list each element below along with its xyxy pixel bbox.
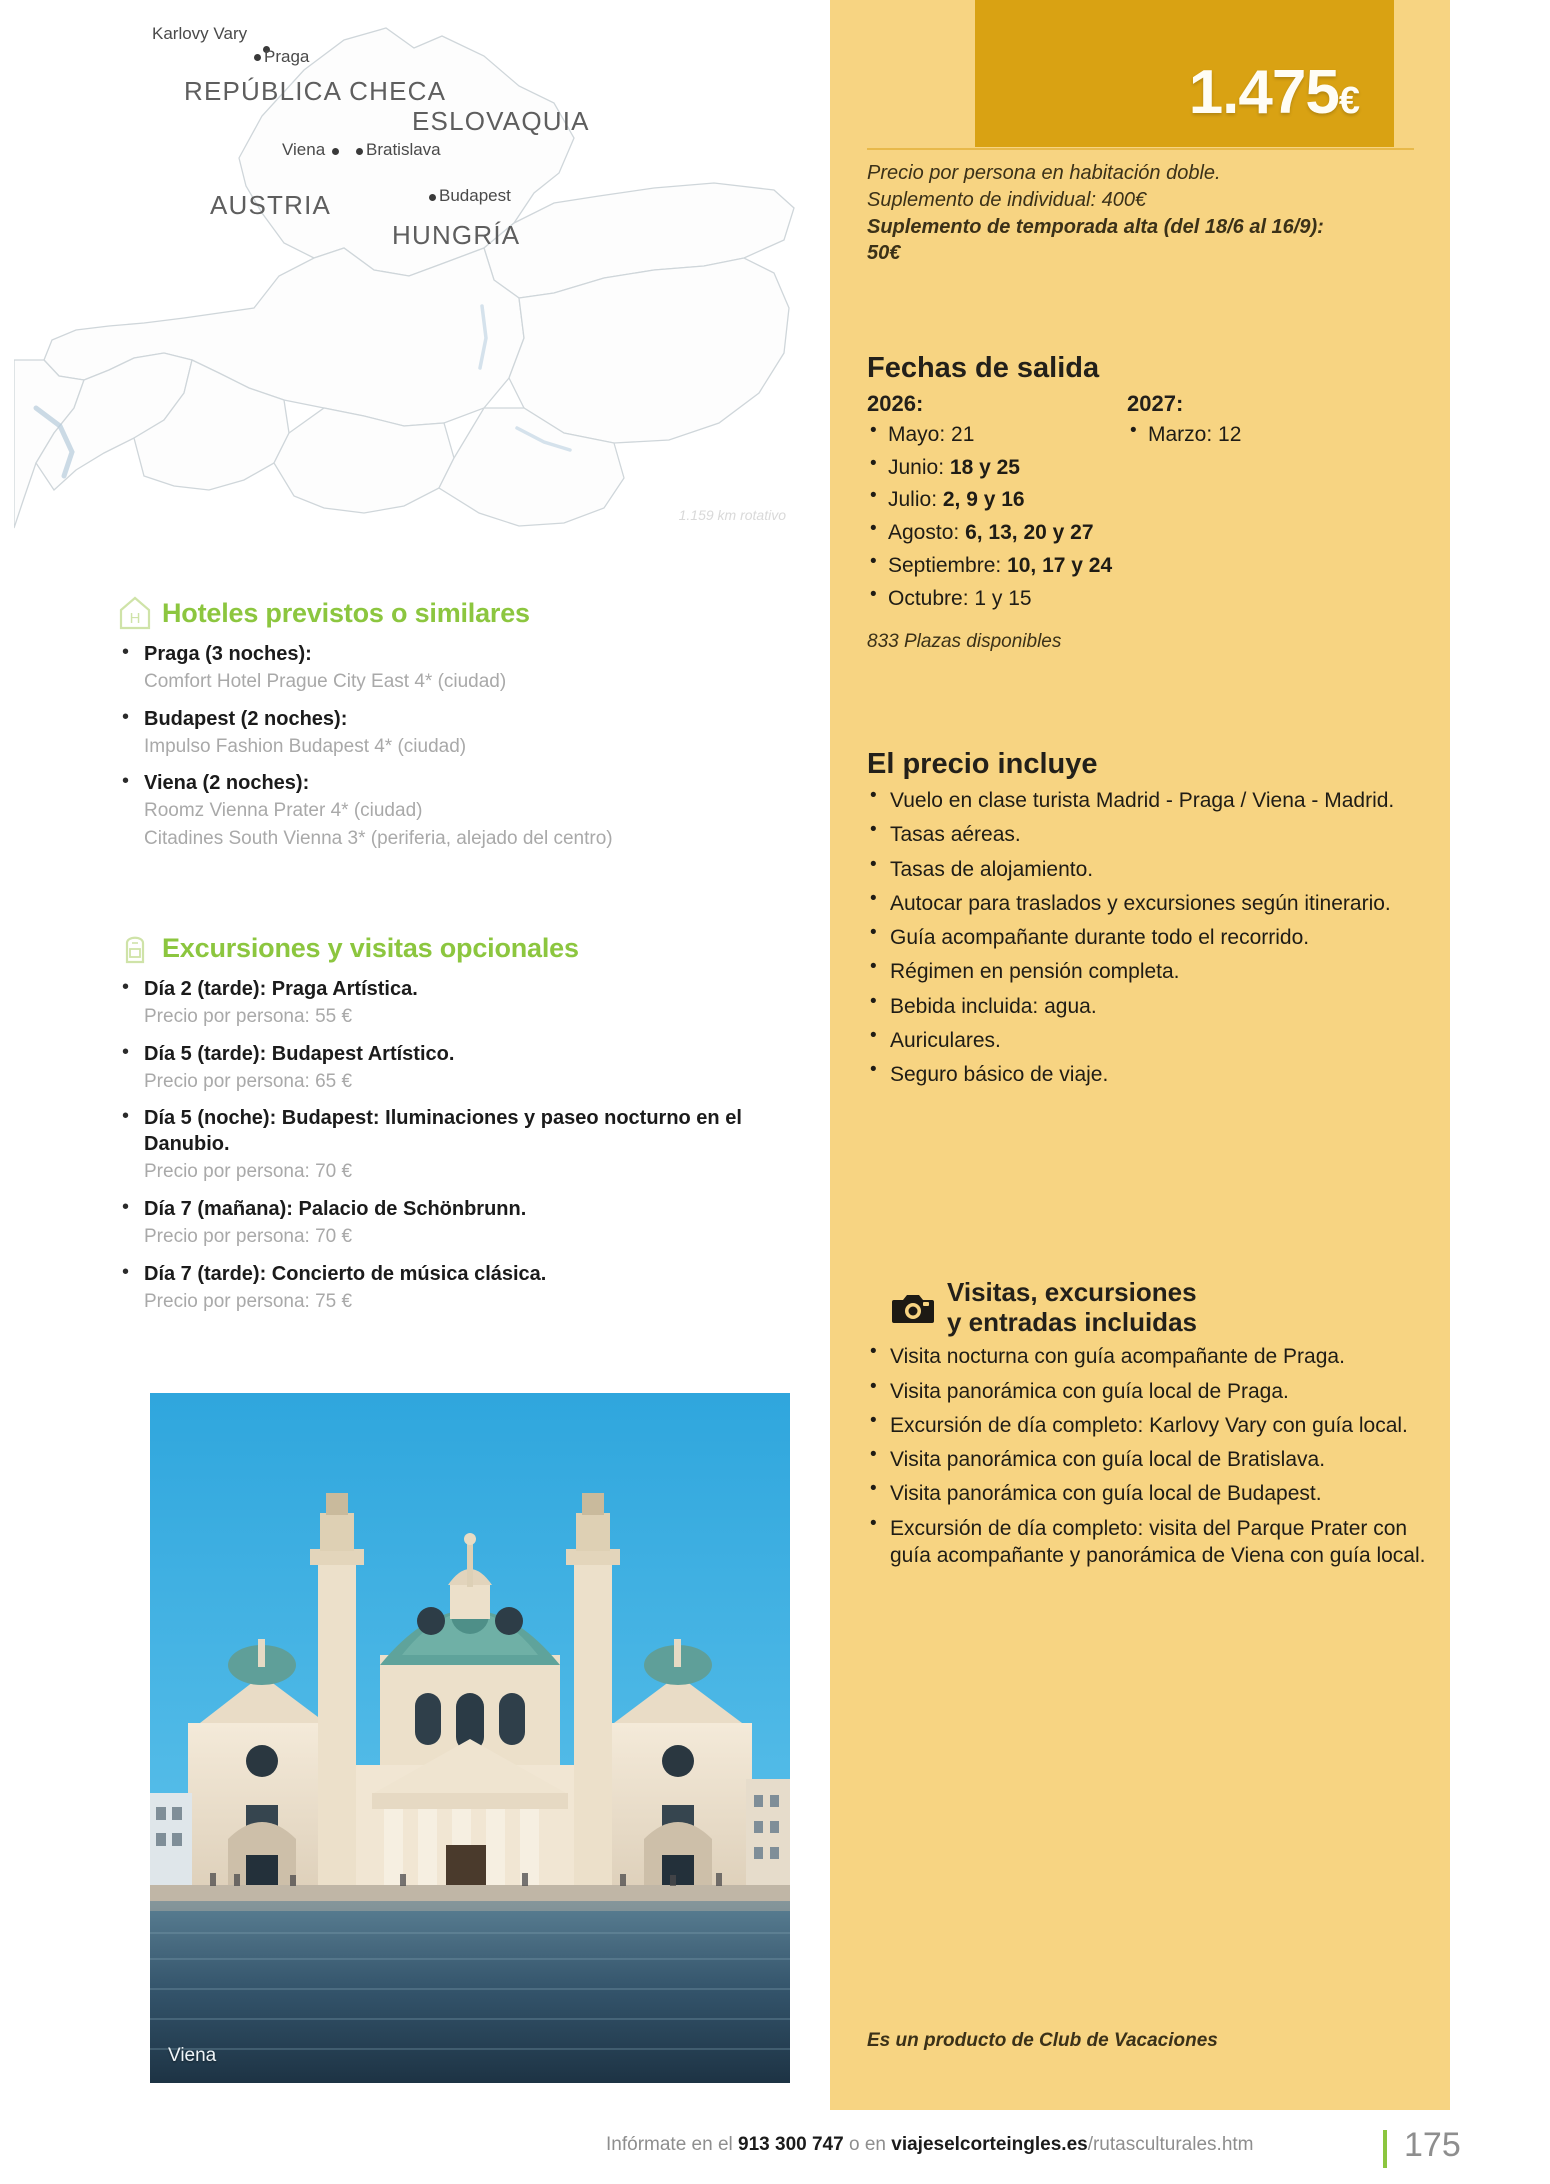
excursion-price: Precio por persona: 65 € (144, 1070, 353, 1092)
list-item (118, 1041, 798, 1095)
map-dot-bratislava (356, 148, 363, 155)
price-includes-section (867, 748, 1432, 1096)
departure-days: 10, 17 y 24 (1007, 553, 1113, 577)
departure-month: Agosto: (888, 521, 960, 545)
list-item: • Excursión de día completo: visita del Parque Prater con guía acompañante y panorámica de Viena con guía local. (867, 1515, 1432, 1570)
excursion-price: Precio por persona: 70 € (144, 1225, 353, 1247)
list-item: • Tasas aéreas. (867, 821, 1432, 848)
departure-month: Julio: (888, 488, 938, 512)
route-map (14, 8, 804, 533)
footer-contact (606, 2134, 1254, 2156)
list-item: • Auriculares. (867, 1027, 1432, 1054)
price-currency: € (1338, 80, 1359, 122)
hotel-city: • Praga (3 noches): (144, 643, 312, 665)
hotel-name: Impulso Fashion Budapest 4* (ciudad) (144, 735, 467, 757)
price-value: 1.475 (1188, 58, 1339, 127)
excursions-heading (118, 930, 798, 966)
departure-year: 2026: (867, 391, 924, 416)
footer-site[interactable]: viajeselcorteingles.es (891, 2134, 1088, 2155)
list-item (118, 770, 798, 851)
list-item (118, 1196, 798, 1250)
hotels-list (118, 641, 798, 852)
product-note: Es un producto de Club de Vacaciones (867, 2030, 1218, 2051)
price-divider (867, 148, 1414, 150)
price-note-1: Precio por persona en habitación doble. (867, 162, 1221, 184)
departure-month: Octubre: (888, 586, 969, 610)
list-item: • Guía acompañante durante todo el recorrido. (867, 924, 1432, 951)
list-item (867, 519, 1117, 547)
map-country-austria: AUSTRIA (210, 190, 332, 220)
list-item (118, 706, 798, 760)
map-country-slovakia: ESLOVAQUIA (412, 106, 590, 136)
list-item: • Bebida incluida: agua. (867, 993, 1432, 1020)
list-item: • Régimen en pensión completa. (867, 958, 1432, 985)
footer-phone[interactable]: 913 300 747 (738, 2134, 844, 2155)
excursion-name: • Día 2 (tarde): Praga Artística. (144, 978, 418, 1000)
departure-month: Septiembre: (888, 553, 1002, 577)
photo-caption: Viena (168, 2045, 217, 2066)
departure-days: 18 y 25 (949, 455, 1020, 479)
departure-month: Marzo: (1148, 423, 1213, 446)
list-item (867, 552, 1117, 580)
hotels-heading (118, 595, 798, 631)
map-country-czech: REPÚBLICA CHECA (184, 76, 447, 106)
footer-path[interactable]: /rutasculturales.htm (1087, 2134, 1254, 2155)
excursion-price: Precio por persona: 75 € (144, 1290, 353, 1312)
map-city-budapest: Budapest (439, 186, 511, 205)
hotel-house-icon (118, 595, 152, 631)
map-distance-note: 1.159 km rotativo (678, 507, 786, 523)
page-footer (0, 2110, 1550, 2184)
visits-included-section (867, 1278, 1432, 1576)
list-item (118, 1261, 798, 1315)
list-item: • Excursión de día completo: Karlovy Vary con guía local. (867, 1412, 1432, 1439)
list-item: • Seguro básico de viaje. (867, 1061, 1432, 1088)
list-item (867, 486, 1117, 514)
footer-prefix: Infórmate en el (606, 2134, 739, 2155)
departure-dates-section (867, 352, 1432, 653)
list-item: • Visita panorámica con guía local de Bratislava. (867, 1446, 1432, 1473)
excursion-name: • Día 7 (tarde): Concierto de música clásica. (144, 1262, 547, 1285)
hotels-section (118, 595, 798, 863)
visits-title-line2: y entradas incluidas (947, 1306, 1197, 1337)
map-city-bratislava: Bratislava (366, 140, 441, 159)
excursions-title: Excursiones y visitas opcionales (162, 932, 579, 963)
price-amount (1188, 58, 1359, 127)
excursion-name: • Día 5 (noche): Budapest: Iluminaciones y paseo nocturno en el Danubio. (144, 1107, 742, 1156)
list-item: • Visita nocturna con guía acompañante de Praga. (867, 1343, 1432, 1370)
list-item (1127, 421, 1377, 449)
departure-days: 21 (951, 423, 975, 446)
price-conditions (867, 160, 1427, 267)
map-dot-viena (332, 148, 339, 155)
departure-days: 6, 13, 20 y 27 (965, 521, 1094, 545)
hotel-city: • Budapest (2 noches): (144, 707, 348, 730)
hotel-name: Citadines South Vienna 3* (periferia, alejado del centro) (144, 827, 613, 849)
map-city-praga: Praga (264, 47, 310, 66)
karlskirche-vienna-photo (150, 1393, 790, 2083)
list-item: • Tasas de alojamiento. (867, 856, 1432, 883)
map-city-karlovy-vary: Karlovy Vary (152, 24, 248, 43)
list-item (867, 421, 1117, 449)
visits-included-list (867, 1343, 1432, 1569)
list-item: • Vuelo en clase turista Madrid - Praga / Viena - Madrid. (867, 787, 1432, 814)
footer-middle: o en (843, 2134, 892, 2155)
departure-year-column (867, 391, 1117, 617)
camera-icon (892, 1291, 934, 1325)
availability-note: 833 Plazas disponibles (867, 631, 1062, 653)
list-item (118, 1105, 798, 1185)
departure-year-column (1127, 391, 1377, 617)
svg-text:H: H (129, 610, 141, 627)
price-panel (830, 0, 1450, 2110)
list-item (118, 641, 798, 695)
price-includes-list (867, 787, 1432, 1089)
excursion-price: Precio por persona: 55 € (144, 1006, 353, 1027)
departure-dates-grid (867, 391, 1432, 617)
departure-month: Junio: (888, 455, 945, 479)
map-city-viena: Viena (282, 140, 326, 159)
list-item: • Autocar para traslados y excursiones según itinerario. (867, 890, 1432, 917)
price-note-4: 50€ (867, 242, 901, 265)
departure-month-list (867, 421, 1117, 612)
list-item (867, 454, 1117, 482)
price-badge (975, 0, 1394, 147)
list-item (118, 976, 798, 1030)
departure-year: 2027: (1127, 391, 1184, 416)
departure-days: 2, 9 y 16 (942, 488, 1025, 512)
excursions-list (118, 976, 798, 1314)
visits-title-line1: Visitas, excursiones (947, 1277, 1197, 1307)
destination-photo (150, 1393, 790, 2083)
map-dot-praga (254, 54, 261, 61)
departure-days: 12 (1218, 423, 1242, 446)
backpack-icon (118, 930, 152, 966)
list-item: • Visita panorámica con guía local de Budapest. (867, 1480, 1432, 1507)
excursion-name: • Día 7 (mañana): Palacio de Schönbrunn. (144, 1197, 527, 1220)
visits-title (947, 1278, 1197, 1337)
list-item (867, 585, 1117, 613)
visits-heading (867, 1278, 1432, 1337)
hotel-name: Comfort Hotel Prague City East 4* (ciudad) (144, 671, 507, 692)
price-note-2: Suplemento de individual: 400€ (867, 188, 1147, 211)
departure-dates-title: Fechas de salida (867, 352, 1100, 384)
excursions-section (118, 930, 798, 1325)
price-includes-title: El precio incluye (867, 748, 1098, 780)
departure-month-list (1127, 421, 1377, 449)
excursion-price: Precio por persona: 70 € (144, 1161, 353, 1183)
footer-divider (1383, 2130, 1387, 2168)
excursion-name: • Día 5 (tarde): Budapest Artístico. (144, 1042, 455, 1065)
page-number: 175 (1404, 2126, 1461, 2164)
departure-month: Mayo: (888, 423, 946, 446)
hotel-city: • Viena (2 noches): (144, 772, 310, 795)
list-item: • Visita panorámica con guía local de Praga. (867, 1378, 1432, 1405)
map-country-hungary: HUNGRÍA (392, 220, 521, 250)
departure-days: 1 y 15 (974, 586, 1032, 610)
hotel-name: Roomz Vienna Prater 4* (ciudad) (144, 800, 423, 822)
map-dot-budapest (429, 194, 436, 201)
price-note-3: Suplemento de temporada alta (del 18/6 al 16/9): (867, 215, 1324, 238)
hotels-title: Hoteles previstos o similares (162, 597, 530, 628)
